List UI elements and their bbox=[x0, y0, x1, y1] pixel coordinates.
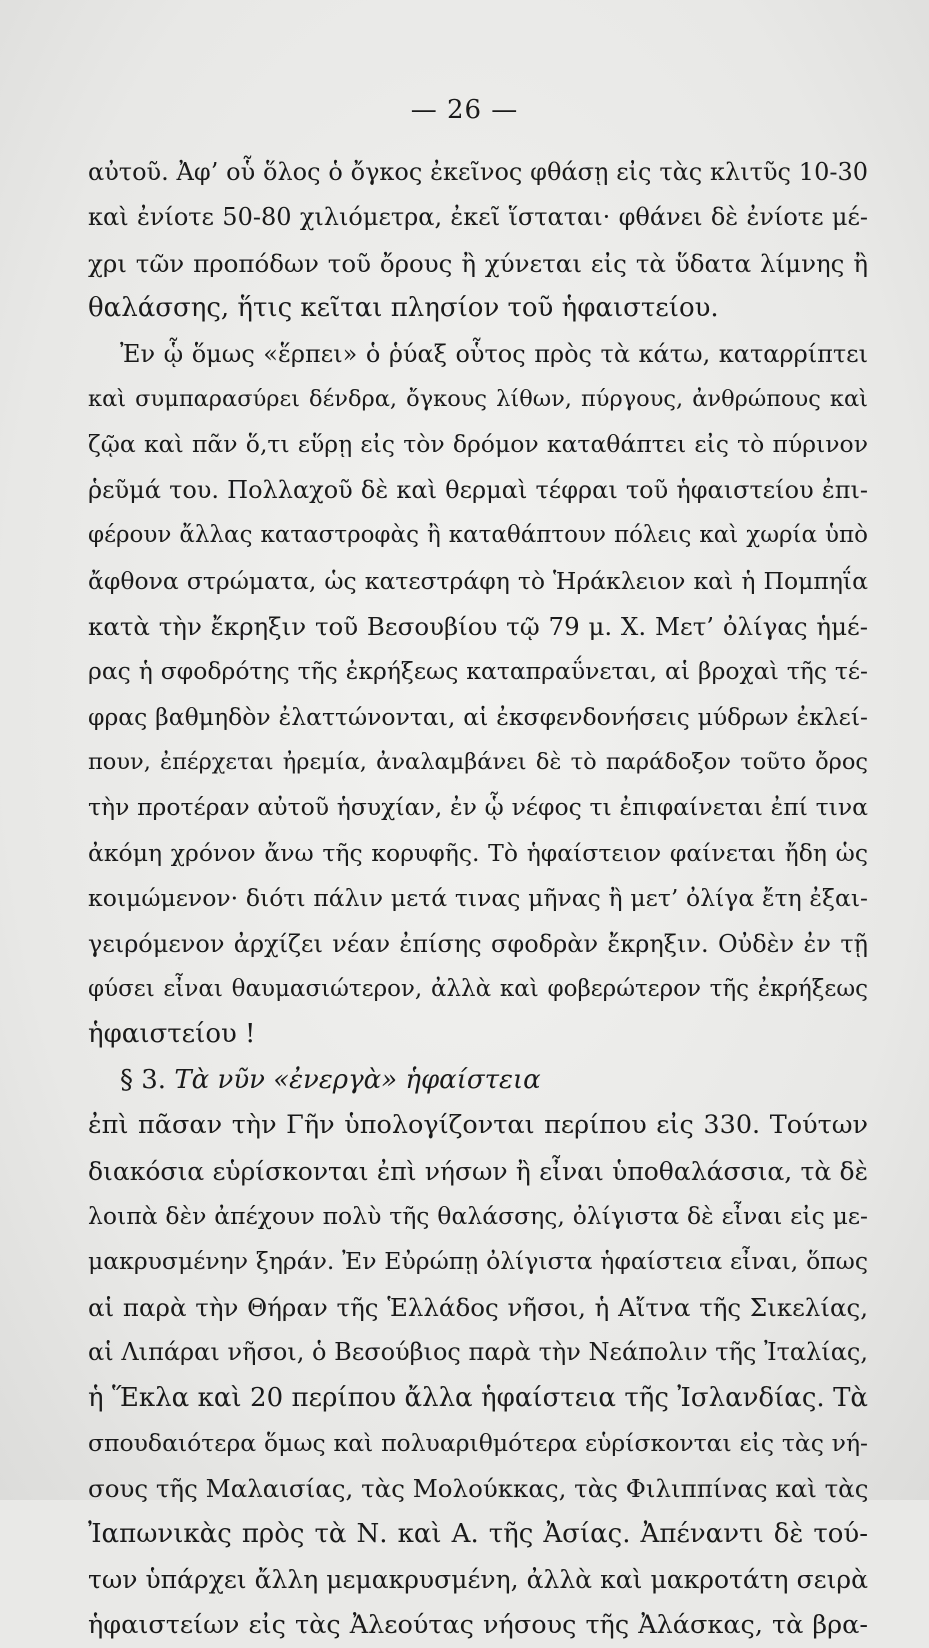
text-line: αἱ Λιπάραι νῆσοι, ὁ Βεσούβιος παρὰ τὴν Νεάπολιν τῆς Ἰταλίας, bbox=[88, 1338, 868, 1367]
text-line: καὶ συμπαρασύρει δένδρα, ὄγκους λίθων, πύργους, ἀνθρώπους καὶ bbox=[88, 385, 868, 412]
text-line: ῥεῦμά του. Πολλαχοῦ δὲ καὶ θερμαὶ τέφραι τοῦ ἡφαιστείου ἐπι- bbox=[88, 475, 868, 504]
body-text bbox=[88, 150, 868, 1648]
text-line: ἄφθονα στρώματα, ὡς κατεστράφη τὸ Ἡράκλειον καὶ ἡ Πομπηΐα bbox=[88, 566, 868, 595]
text-line: Ἐν ᾧ ὅμως «ἕρπει» ὁ ῥύαξ οὗτος πρὸς τὰ κάτω, καταρρίπτει bbox=[120, 339, 868, 368]
text-line: ἡφαιστείου ! bbox=[88, 1019, 256, 1050]
text-line: σπουδαιότερα ὅμως καὶ πολυαριθμότερα εὑρίσκονται εἰς τὰς νή- bbox=[88, 1428, 868, 1457]
text-line: ἐπὶ πᾶσαν τὴν Γῆν ὑπολογίζονται περίπου εἰς 330. Τούτων bbox=[88, 1110, 868, 1141]
text-line: αὐτοῦ. Ἀφ’ οὗ ὅλος ὁ ὄγκος ἐκεῖνος φθάσῃ εἰς τὰς κλιτῦς 10-30 bbox=[88, 158, 868, 186]
section-heading bbox=[88, 1058, 868, 1103]
text-line: γειρόμενον ἀρχίζει νέαν ἐπίσης σφοδρὰν ἔκρηξιν. Οὐδὲν ἐν τῇ bbox=[88, 929, 868, 958]
text-line: ζῷα καὶ πᾶν ὅ,τι εὕρῃ εἰς τὸν δρόμον καταθάπτει εἰς τὸ πύρινον bbox=[88, 430, 868, 459]
text-line: θαλάσσης, ἥτις κεῖται πλησίον τοῦ ἡφαιστείου. bbox=[88, 293, 719, 324]
text-line: καὶ ἐνίοτε 50-80 χιλιόμετρα, ἐκεῖ ἵσταται· φθάνει δὲ ἐνίοτε μέ- bbox=[88, 203, 868, 232]
text-line: ρας ἡ σφοδρότης τῆς ἐκρήξεως καταπραΰνεται, αἱ βροχαὶ τῆς τέ- bbox=[88, 657, 868, 686]
section-symbol: § 3. bbox=[120, 1064, 167, 1095]
text-line: μακρυσμένην ξηράν. Ἐν Εὐρώπῃ ὀλίγιστα ἡφαίστεια εἶναι, ὅπως bbox=[88, 1247, 868, 1276]
text-line: σους τῆς Μαλαισίας, τὰς Μολούκκας, τὰς Φιλιππίνας καὶ τὰς bbox=[88, 1474, 868, 1504]
text-line: φέρουν ἄλλας καταστροφὰς ἢ καταθάπτουν πόλεις καὶ χωρία ὑπὸ bbox=[88, 522, 868, 549]
text-line: ἡ Ἕκλα καὶ 20 περίπου ἄλλα ἡφαίστεια τῆς Ἰσλανδίας. Τὰ bbox=[88, 1382, 868, 1413]
text-line: κατὰ τὴν ἔκρηξιν τοῦ Βεσουβίου τῷ 79 μ. Χ. Μετ’ ὀλίγας ἡμέ- bbox=[88, 611, 868, 641]
text-line: φύσει εἶναι θαυμασιώτερον, ἀλλὰ καὶ φοβερώτερον τῆς ἐκρήξεως bbox=[88, 976, 868, 1003]
text-line: χρι τῶν προπόδων τοῦ ὄρους ἢ χύνεται εἰς τὰ ὕδατα λίμνης ἢ bbox=[88, 248, 868, 278]
text-line: τὴν προτέραν αὐτοῦ ἡσυχίαν, ἐν ᾧ νέφος τι ἐπιφαίνεται ἐπί τινα bbox=[88, 793, 868, 822]
text-line: ἀκόμη χρόνον ἄνω τῆς κορυφῆς. Τὸ ἡφαίστειον φαίνεται ἤδη ὡς bbox=[88, 838, 868, 867]
text-line: λοιπὰ δὲν ἀπέχουν πολὺ τῆς θαλάσσης, ὀλίγιστα δὲ εἶναι εἰς με- bbox=[88, 1201, 868, 1230]
text-line: διακόσια εὑρίσκονται ἐπὶ νήσων ἢ εἶναι ὑποθαλάσσια, τὰ δὲ bbox=[88, 1156, 868, 1186]
section-title: Τὰ νῦν «ἐνεργὰ» ἡφαίστεια bbox=[174, 1064, 541, 1095]
text-line: των ὑπάρχει ἄλλη μεμακρυσμένη, ἀλλὰ καὶ μακροτάτη σειρὰ bbox=[88, 1565, 868, 1595]
text-line: πουν, ἐπέρχεται ἠρεμία, ἀναλαμβάνει δὲ τὸ παράδοξον τοῦτο ὄρος bbox=[88, 749, 868, 776]
text-line: Ἰαπωνικὰς πρὸς τὰ Ν. καὶ Α. τῆς Ἀσίας. Ἀπέναντι δὲ τού- bbox=[88, 1518, 868, 1549]
text-line: φρας βαθμηδὸν ἐλαττώνονται, αἱ ἐκσφενδονήσεις μύδρων ἐκλεί- bbox=[88, 702, 868, 731]
text-line: αἱ παρὰ τὴν Θήραν τῆς Ἑλλάδος νῆσοι, ἡ Αἴτνα τῆς Σικελίας, bbox=[88, 1292, 868, 1322]
text-line: ἡφαιστείων εἰς τὰς Ἀλεούτας νήσους τῆς Ἀλάσκας, τὰ βρα- bbox=[88, 1609, 868, 1640]
page-number: — 26 — bbox=[410, 95, 519, 125]
text-line: κοιμώμενον· διότι πάλιν μετά τινας μῆνας ἢ μετ’ ὀλίγα ἔτη ἐξαι- bbox=[88, 884, 868, 913]
